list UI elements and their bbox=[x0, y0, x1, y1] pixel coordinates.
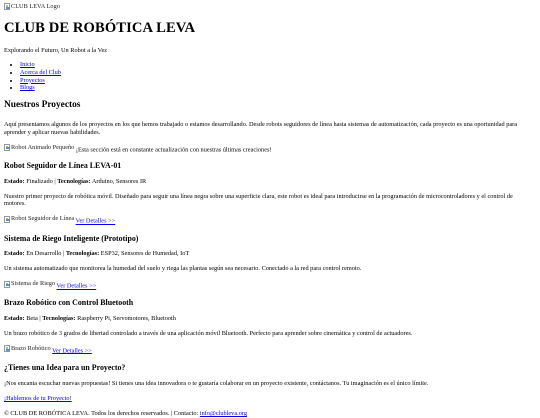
project-image-row bbox=[4, 345, 536, 355]
status-label: Estado: bbox=[4, 177, 25, 185]
animated-robot-image bbox=[4, 144, 74, 152]
project-status: Finalizado bbox=[26, 177, 53, 185]
tech-label: Tecnologías: bbox=[65, 250, 100, 258]
nav-link-acerca[interactable]: Acerca del Club bbox=[20, 69, 61, 77]
tech-label: Tecnologías: bbox=[42, 315, 76, 323]
tech-label: Tecnologías: bbox=[57, 177, 91, 185]
site-tagline: Explorando el Futuro, Un Robot a la Vez bbox=[4, 46, 108, 54]
project-title: Brazo Robótico con Control Bluetooth bbox=[4, 298, 134, 308]
project-card bbox=[4, 161, 536, 226]
project-image bbox=[4, 280, 55, 288]
main-content bbox=[4, 100, 536, 403]
projects-intro: Aquí presentamos algunos de los proyectos en los que hemos trabajado o estamos desarrollando. Desde robots seguidores de línea hasta sistemas de automatización, cada proyecto es una oportunidad para aprender y aplicar nuevas habilidades. bbox=[4, 120, 518, 136]
site-title: CLUB DE ROBÓTICA LEVA bbox=[4, 20, 196, 37]
project-image bbox=[4, 215, 74, 223]
broken-image-icon bbox=[4, 281, 10, 288]
nav-item-proyectos bbox=[20, 77, 536, 85]
project-description: Nuestro primer proyecto de robótica móvil. Diseñado para seguir una línea negra sobre una superficie clara, este robot es ideal para introducirse en la programación de microcontroladores y el control de motores. bbox=[4, 192, 513, 208]
project-meta bbox=[4, 315, 536, 323]
site-footer bbox=[4, 410, 536, 418]
nav-item-acerca bbox=[20, 69, 536, 77]
nav-link-blogs[interactable]: Blogs bbox=[20, 84, 35, 92]
project-details-link[interactable]: Ver Detalles >> bbox=[56, 282, 97, 290]
cta-heading: ¿Tienes una Idea para un Proyecto? bbox=[4, 363, 126, 373]
project-meta bbox=[4, 250, 536, 258]
site-header bbox=[4, 3, 536, 92]
project-card bbox=[4, 234, 536, 291]
cta-section bbox=[4, 363, 536, 403]
status-label: Estado: bbox=[4, 315, 25, 323]
project-tech: Arduino, Sensores IR bbox=[91, 177, 147, 185]
footer-text: © CLUB DE ROBÓTICA LEVA. Todos los derechos reservados. | Contacto: bbox=[4, 409, 199, 417]
project-image-alt: Brazo Robótico bbox=[11, 345, 51, 353]
project-details-link[interactable]: Ver Detalles >> bbox=[75, 217, 116, 225]
nav-link-inicio[interactable]: Inicio bbox=[20, 61, 35, 69]
nav-item-blogs bbox=[20, 84, 536, 92]
project-meta bbox=[4, 178, 536, 186]
project-description: Un brazo robótico de 3 grados de libertad controlado a través de una aplicación móvil Bluetooth. Perfecto para aprender sobre cinemática y control de actuadores. bbox=[4, 330, 413, 338]
footer-email-link[interactable]: info@clubleva.org bbox=[199, 409, 247, 417]
nav-item-inicio bbox=[20, 61, 536, 69]
nav-list bbox=[4, 61, 536, 92]
project-image-alt: Robot Seguidor de Línea bbox=[11, 215, 75, 223]
cta-link-row bbox=[4, 395, 536, 403]
broken-image-icon bbox=[4, 3, 10, 10]
project-title: Robot Seguidor de Línea LEVA-01 bbox=[4, 160, 122, 170]
cta-contact-link[interactable]: ¡Hablemos de tu Proyecto! bbox=[4, 395, 72, 403]
broken-image-icon bbox=[4, 345, 10, 352]
logo-alt-text: CLUB LEVA Logo bbox=[11, 3, 60, 10]
project-status: En Desarrollo bbox=[26, 250, 62, 258]
meta-separator: | bbox=[54, 177, 56, 185]
update-notice bbox=[4, 144, 536, 154]
animated-robot-alt: Robot Animado Pequeño bbox=[11, 143, 75, 151]
project-image-row bbox=[4, 215, 536, 225]
project-card bbox=[4, 298, 536, 355]
broken-image-icon bbox=[4, 216, 10, 223]
project-details-link[interactable]: Ver Detalles >> bbox=[52, 347, 92, 355]
project-image-row bbox=[4, 280, 536, 290]
project-image-alt: Sistema de Riego bbox=[11, 280, 56, 288]
project-title: Sistema de Riego Inteligente (Prototipo) bbox=[4, 233, 139, 243]
club-logo-image bbox=[4, 3, 60, 11]
update-notice-text: ¡Esta sección está en constante actualización con nuestras últimas creaciones! bbox=[75, 145, 272, 153]
status-label: Estado: bbox=[4, 250, 25, 258]
project-tech: Raspberry Pi, Servomotores, Bluetooth bbox=[77, 315, 176, 323]
project-tech: ESP32, Sensores de Humedad, IoT bbox=[100, 250, 190, 258]
main-nav bbox=[4, 61, 536, 92]
projects-heading: Nuestros Proyectos bbox=[4, 100, 81, 111]
project-image bbox=[4, 345, 51, 353]
meta-separator: | bbox=[62, 250, 65, 258]
cta-text: ¡Nos encanta escuchar nuevas propuestas! Si tienes una idea innovadora o te gustaría colaborar en un proyecto existente, contáctanos. Tu imaginación es el único límite. bbox=[4, 380, 429, 388]
project-status: Beta bbox=[26, 315, 38, 323]
broken-image-icon bbox=[4, 144, 10, 151]
nav-link-proyectos[interactable]: Proyectos bbox=[20, 76, 45, 84]
project-description: Un sistema automatizado que monitorea la humedad del suelo y riega las plantas según sea necesario. Conectado a la red para control remoto. bbox=[4, 265, 362, 273]
meta-separator: | bbox=[39, 315, 41, 323]
